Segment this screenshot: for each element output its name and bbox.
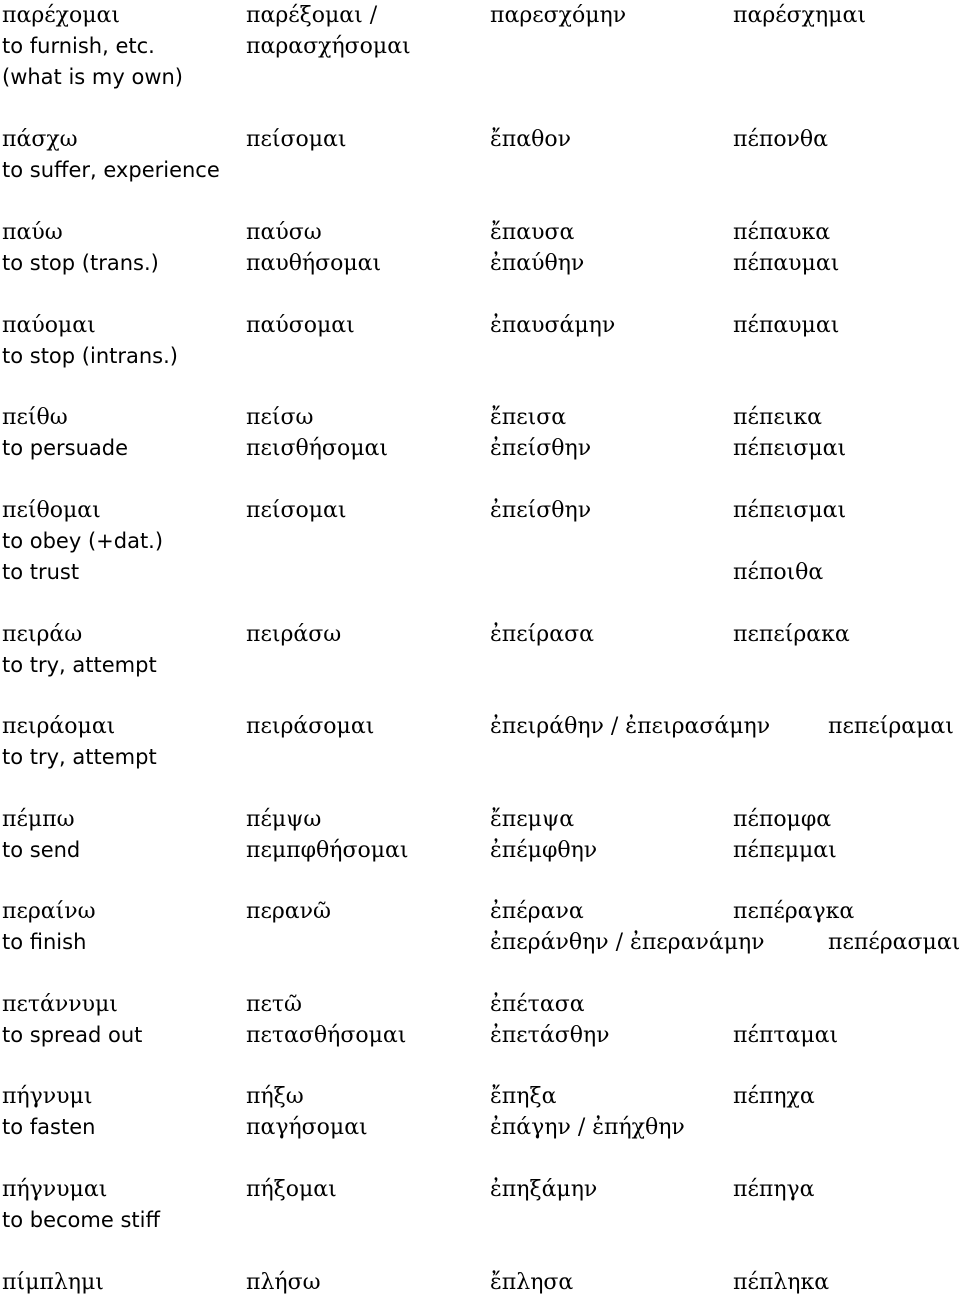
aorist-form: παρεσχόμην (490, 3, 627, 28)
english-gloss: to persuade (2, 436, 129, 460)
perfect-form: πέπομφα (733, 807, 832, 832)
future-form: πέμψω (246, 807, 322, 832)
future-form: πετῶ (246, 992, 302, 1017)
english-gloss: to become stiff (2, 1208, 160, 1232)
lemma-or-gloss: πάσχω (2, 127, 78, 152)
aorist-form: ἐπέμφθην (490, 838, 598, 863)
future-form: πήξω (246, 1084, 304, 1109)
future-form: πεμπφθήσομαι (246, 838, 409, 863)
english-gloss: to try, attempt (2, 653, 157, 677)
future-form: πείσομαι (246, 127, 347, 152)
english-gloss: to furnish, etc. (2, 34, 155, 58)
aorist-form: ἔπαθον (490, 127, 571, 152)
lemma-or-gloss: περαίνω (2, 899, 96, 924)
future-form: παρασχήσομαι (246, 34, 411, 59)
aorist-form: ἐπέρανα (490, 899, 584, 924)
perfect-form: πεπείρακα (733, 622, 850, 647)
lemma-or-gloss: πειράομαι (2, 714, 116, 739)
aorist-form: ἐπαυσάμην (490, 313, 616, 338)
aorist-form: ἐπάγην / ἐπήχθην (490, 1115, 685, 1140)
aorist-form: ἐπείσθην (490, 498, 592, 523)
future-form: περανῶ (246, 899, 331, 924)
lemma-or-gloss: πείθω (2, 405, 68, 430)
lemma-or-gloss: πίμπλημι (2, 1270, 104, 1295)
future-form: πειράσομαι (246, 714, 375, 739)
aorist-form: ἐπέτασα (490, 992, 585, 1017)
perfect-form: πεπείραμαι (828, 714, 954, 739)
aorist-form: ἔπηξα (490, 1084, 557, 1109)
perfect-form: πέπονθα (733, 127, 829, 152)
english-gloss: to fasten (2, 1115, 96, 1139)
future-form: πήξομαι (246, 1177, 337, 1202)
english-gloss: to stop (intrans.) (2, 344, 178, 368)
english-gloss: (what is my own) (2, 65, 183, 89)
future-form: πλήσω (246, 1270, 321, 1295)
aorist-form: ἔπλησα (490, 1270, 574, 1295)
perfect-form: πέπεικα (733, 405, 822, 430)
perfect-form: πέπταμαι (733, 1023, 839, 1048)
lemma-or-gloss: πείθομαι (2, 498, 101, 523)
future-form: πεισθήσομαι (246, 436, 388, 461)
perfect-form: πέπεμμαι (733, 838, 837, 863)
aorist-form: ἔπεισα (490, 405, 567, 430)
perfect-form: πέπηγα (733, 1177, 815, 1202)
perfect-form: πέπηχα (733, 1084, 815, 1109)
lemma-or-gloss: παύω (2, 220, 63, 245)
english-gloss: to suffer, experience (2, 158, 220, 182)
aorist-form: ἐπείρασα (490, 622, 594, 647)
aorist-form: ἐπαύθην (490, 251, 585, 276)
lemma-or-gloss: παρέχομαι (2, 3, 121, 28)
perfect-form: πεπέραγκα (733, 899, 855, 924)
lemma-or-gloss: πέμπω (2, 807, 75, 832)
aorist-form: ἔπεμψα (490, 807, 575, 832)
lemma-or-gloss: πήγνυμαι (2, 1177, 108, 1202)
aorist-form: ἐπετάσθην (490, 1023, 610, 1048)
lemma-or-gloss: πειράω (2, 622, 83, 647)
perfect-form: πέπαυκα (733, 220, 831, 245)
english-gloss: to try, attempt (2, 745, 157, 769)
english-gloss: to send (2, 838, 81, 862)
english-gloss: to trust (2, 560, 80, 584)
future-form: πείσω (246, 405, 314, 430)
future-form: παύσομαι (246, 313, 355, 338)
perfect-form: παρέσχημαι (733, 3, 866, 28)
perfect-form: πέπεισμαι (733, 498, 847, 523)
english-gloss: to obey (+dat.) (2, 529, 164, 553)
future-form: παυθήσομαι (246, 251, 382, 276)
aorist-form: ἐπεράνθην / ἐπερανάμην (490, 930, 765, 955)
aorist-form: ἐπείσθην (490, 436, 592, 461)
perfect-form: πέπληκα (733, 1270, 830, 1295)
english-gloss: to spread out (2, 1023, 143, 1047)
aorist-form: ἔπαυσα (490, 220, 575, 245)
future-form: παγήσομαι (246, 1115, 368, 1140)
aorist-form: ἐπηξάμην (490, 1177, 598, 1202)
future-form: παρέξομαι / (246, 3, 378, 28)
aorist-form: ἐπειράθην / ἐπειρασάμην (490, 714, 771, 739)
perfect-form: πέπεισμαι (733, 436, 847, 461)
english-gloss: to stop (trans.) (2, 251, 159, 275)
future-form: πείσομαι (246, 498, 347, 523)
future-form: πειράσω (246, 622, 342, 647)
lemma-or-gloss: παύομαι (2, 313, 96, 338)
lemma-or-gloss: πήγνυμι (2, 1084, 93, 1109)
english-gloss: to finish (2, 930, 87, 954)
future-form: πετασθήσομαι (246, 1023, 407, 1048)
perfect-form: πέπαυμαι (733, 251, 840, 276)
lemma-or-gloss: πετάννυμι (2, 992, 118, 1017)
perfect-form: πέποιθα (733, 560, 824, 585)
perfect-form: πέπαυμαι (733, 313, 840, 338)
perfect-form: πεπέρασμαι (828, 930, 960, 955)
future-form: παύσω (246, 220, 322, 245)
